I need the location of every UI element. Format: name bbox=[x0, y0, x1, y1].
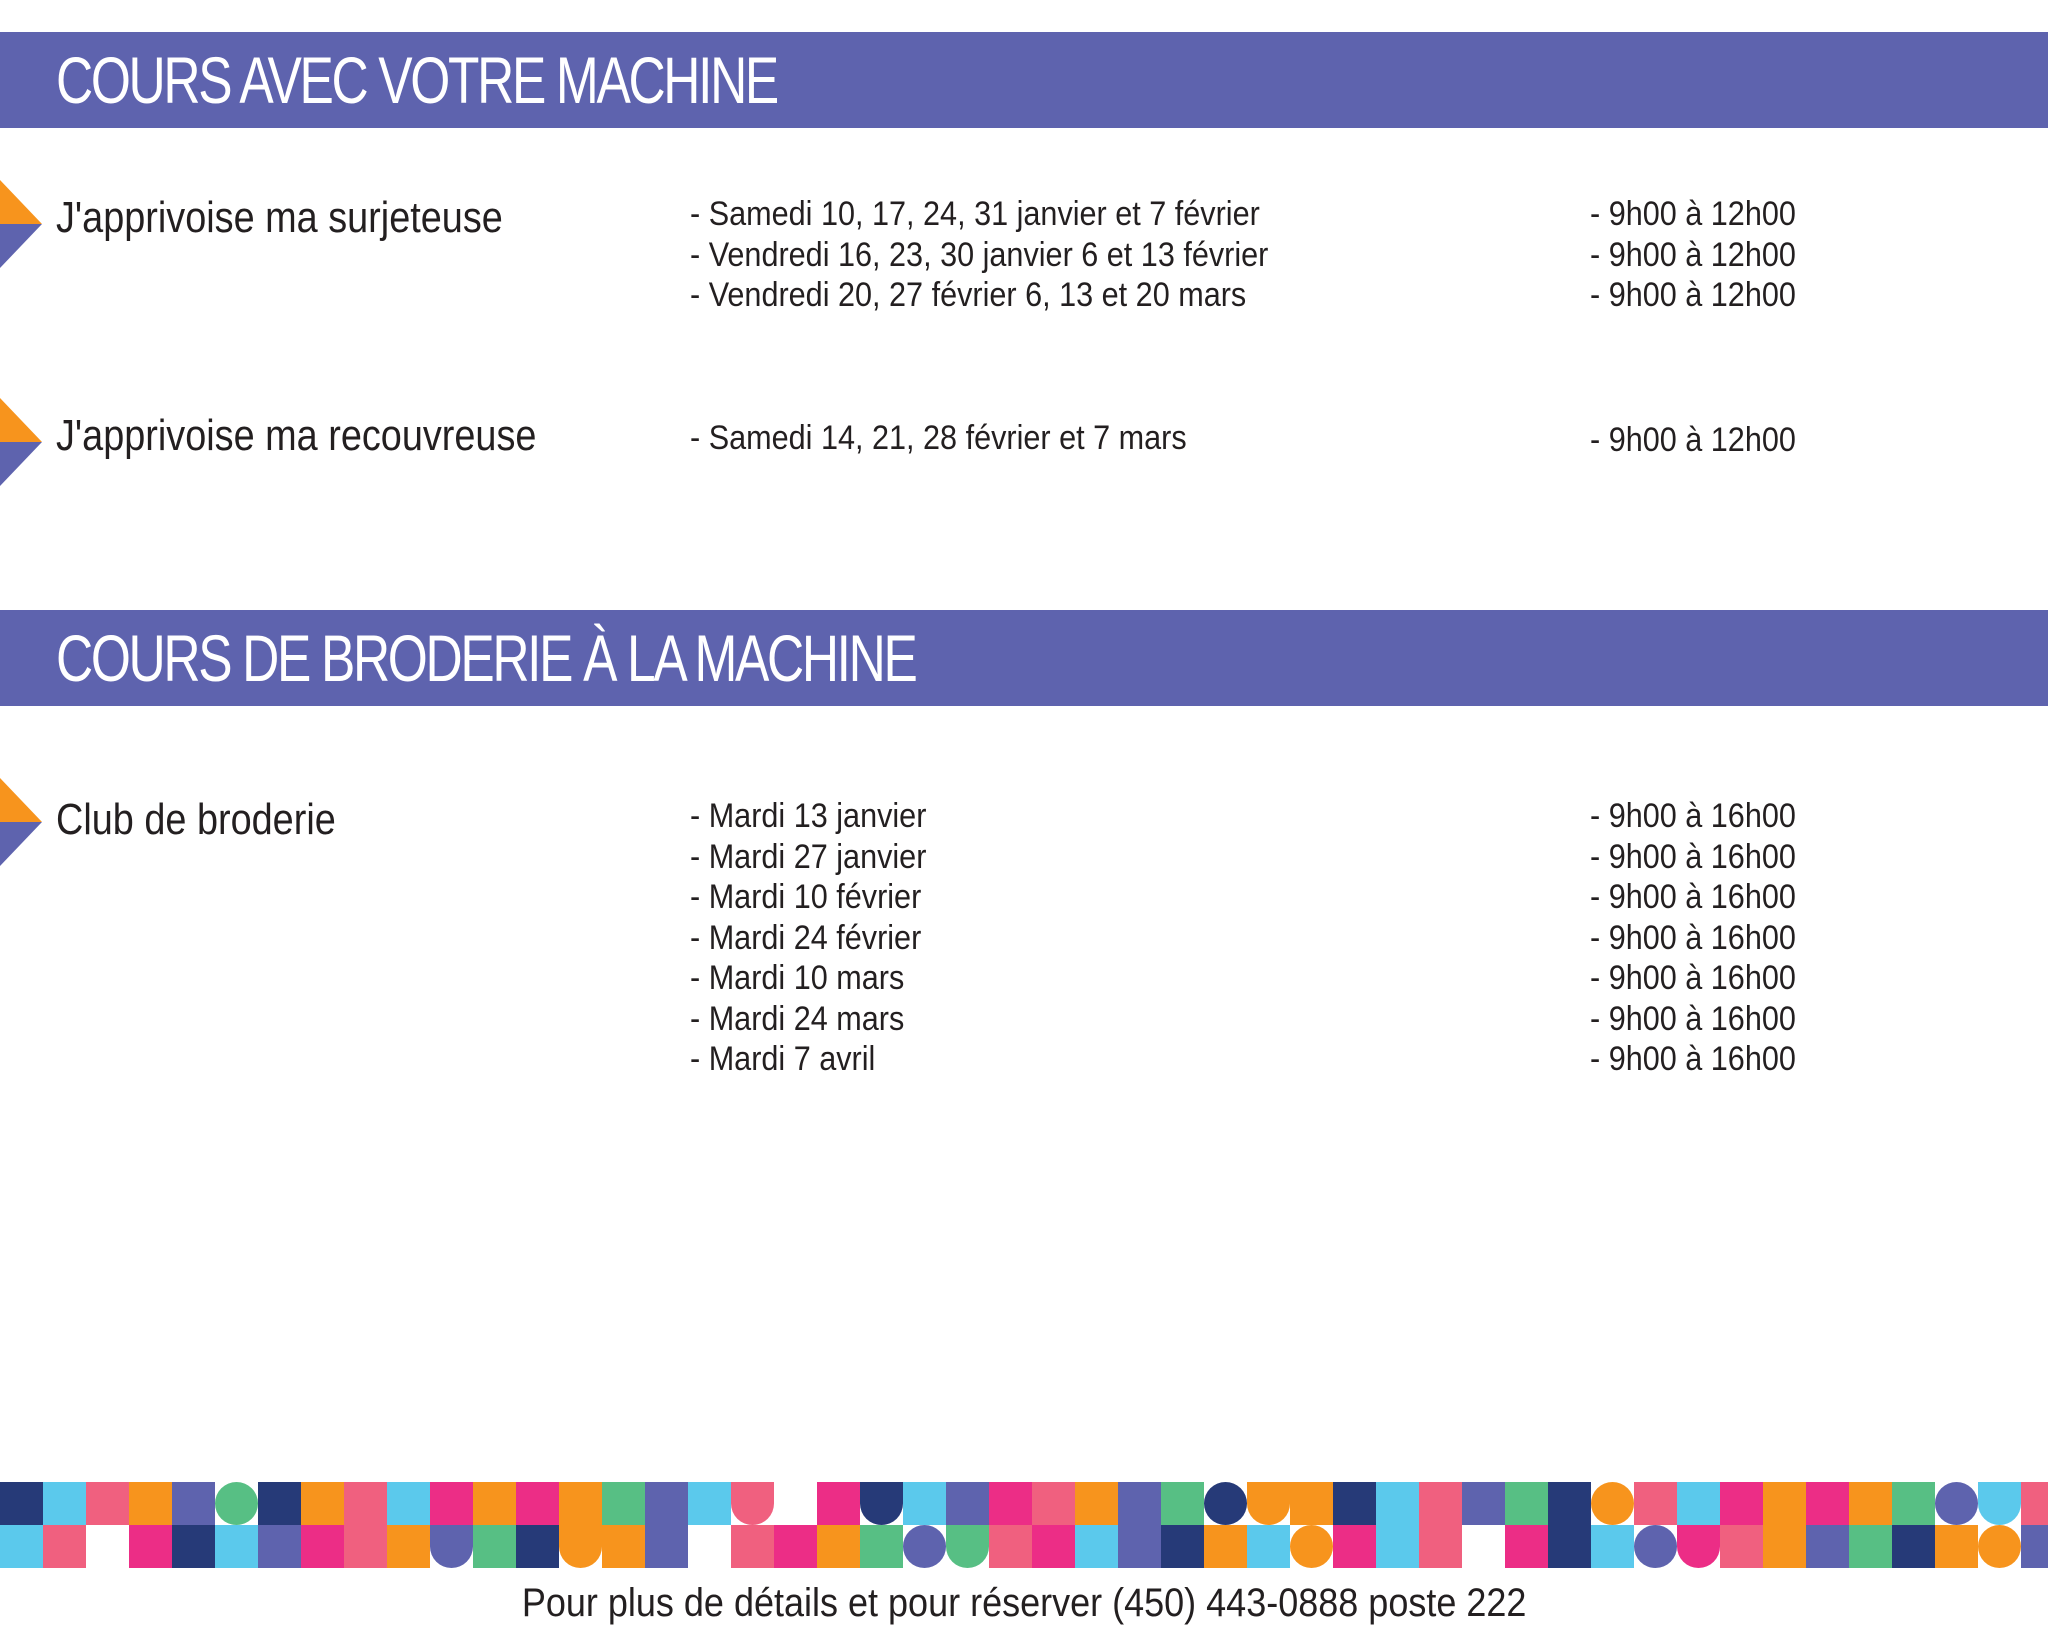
mosaic-tile bbox=[602, 1525, 645, 1568]
mosaic-tile bbox=[129, 1525, 172, 1568]
time-line: - 9h00 à 12h00 bbox=[1590, 235, 1796, 274]
mosaic-tile bbox=[860, 1482, 903, 1525]
mosaic-tile bbox=[774, 1482, 817, 1525]
mosaic-tile bbox=[1849, 1482, 1892, 1525]
time-line: - 9h00 à 12h00 bbox=[1590, 276, 1796, 314]
mosaic-tile bbox=[1290, 1525, 1333, 1568]
mosaic-tile bbox=[903, 1525, 946, 1568]
mosaic-tile bbox=[688, 1482, 731, 1525]
mosaic-tile bbox=[1075, 1525, 1118, 1568]
arrow-marker-icon bbox=[0, 180, 42, 268]
mosaic-tile bbox=[559, 1482, 602, 1525]
mosaic-tile bbox=[688, 1525, 731, 1568]
mosaic-tile bbox=[1419, 1525, 1462, 1568]
arrow-marker-icon bbox=[0, 778, 42, 866]
course-times bbox=[1590, 194, 1819, 316]
section-title: COURS DE BRODERIE À LA MACHINE bbox=[56, 621, 916, 695]
course-name: Club de broderie bbox=[56, 795, 336, 844]
mosaic-tile bbox=[1548, 1525, 1591, 1568]
mosaic-tile bbox=[1376, 1482, 1419, 1525]
course-times bbox=[1590, 796, 1819, 1080]
mosaic-tile bbox=[1075, 1482, 1118, 1525]
time-line: - 9h00 à 16h00 bbox=[1590, 837, 1796, 876]
mosaic-tile bbox=[817, 1482, 860, 1525]
course-dates bbox=[690, 418, 1242, 459]
mosaic-tile bbox=[1032, 1482, 1075, 1525]
mosaic-tile bbox=[1763, 1482, 1806, 1525]
mosaic-tile bbox=[731, 1482, 774, 1525]
mosaic-tile bbox=[1505, 1525, 1548, 1568]
mosaic-tile bbox=[1806, 1525, 1849, 1568]
mosaic-tile bbox=[0, 1525, 43, 1568]
course-times bbox=[1590, 420, 1819, 461]
mosaic-tile bbox=[1763, 1525, 1806, 1568]
mosaic-tile bbox=[1118, 1482, 1161, 1525]
mosaic-tile bbox=[215, 1525, 258, 1568]
mosaic-tile bbox=[172, 1482, 215, 1525]
mosaic-tile bbox=[516, 1525, 559, 1568]
mosaic-tile bbox=[1204, 1525, 1247, 1568]
mosaic-tile bbox=[817, 1525, 860, 1568]
mosaic-tile bbox=[215, 1482, 258, 1525]
time-line: - 9h00 à 12h00 bbox=[1590, 195, 1796, 233]
mosaic-tile bbox=[43, 1482, 86, 1525]
course-name: J'apprivoise ma surjeteuse bbox=[56, 193, 503, 242]
mosaic-tile bbox=[1333, 1482, 1376, 1525]
mosaic-tile bbox=[645, 1482, 688, 1525]
mosaic-tile bbox=[774, 1525, 817, 1568]
mosaic-tile bbox=[989, 1525, 1032, 1568]
mosaic-tile bbox=[1978, 1525, 2021, 1568]
mosaic-tile bbox=[1118, 1525, 1161, 1568]
mosaic-tile bbox=[1720, 1525, 1763, 1568]
mosaic-tile bbox=[473, 1525, 516, 1568]
mosaic-tile bbox=[344, 1525, 387, 1568]
mosaic-tile bbox=[1376, 1525, 1419, 1568]
mosaic-tile bbox=[86, 1525, 129, 1568]
date-line: - Mardi 27 janvier bbox=[690, 837, 927, 876]
mosaic-tile bbox=[1462, 1525, 1505, 1568]
date-line: - Mardi 7 avril bbox=[690, 1040, 876, 1078]
mosaic-tile bbox=[1333, 1525, 1376, 1568]
date-line: - Mardi 24 mars bbox=[690, 999, 905, 1038]
mosaic-tile bbox=[731, 1525, 774, 1568]
arrow-marker-icon bbox=[0, 398, 42, 486]
mosaic-tile bbox=[1505, 1482, 1548, 1525]
time-line: - 9h00 à 16h00 bbox=[1590, 878, 1796, 916]
mosaic-tile bbox=[946, 1482, 989, 1525]
mosaic-tile bbox=[1032, 1525, 1075, 1568]
section-title: COURS AVEC VOTRE MACHINE bbox=[56, 43, 777, 117]
mosaic-tile bbox=[1591, 1482, 1634, 1525]
mosaic-tile bbox=[1806, 1482, 1849, 1525]
date-line: - Mardi 24 février bbox=[690, 918, 922, 957]
mosaic-tile bbox=[258, 1525, 301, 1568]
mosaic-tile bbox=[602, 1482, 645, 1525]
mosaic-tile bbox=[301, 1525, 344, 1568]
time-line: - 9h00 à 16h00 bbox=[1590, 959, 1796, 997]
mosaic-tile bbox=[86, 1482, 129, 1525]
mosaic-tile bbox=[559, 1525, 602, 1568]
mosaic-tile bbox=[1204, 1482, 1247, 1525]
mosaic-tile bbox=[1290, 1482, 1333, 1525]
section-header-machine bbox=[0, 32, 2048, 128]
mosaic-tile bbox=[1677, 1525, 1720, 1568]
date-line: - Vendredi 20, 27 février 6, 13 et 20 mars bbox=[690, 276, 1247, 314]
mosaic-tile bbox=[2021, 1525, 2048, 1568]
date-line: - Vendredi 16, 23, 30 janvier 6 et 13 février bbox=[690, 235, 1269, 274]
mosaic-tile bbox=[1161, 1482, 1204, 1525]
mosaic-tile bbox=[1462, 1482, 1505, 1525]
mosaic-tile bbox=[1935, 1525, 1978, 1568]
footer-contact bbox=[0, 1578, 2048, 1628]
mosaic-tile bbox=[860, 1525, 903, 1568]
mosaic-tile bbox=[1161, 1525, 1204, 1568]
mosaic-tile bbox=[387, 1482, 430, 1525]
date-line: - Samedi 10, 17, 24, 31 janvier et 7 février bbox=[690, 195, 1260, 233]
mosaic-tile bbox=[1634, 1525, 1677, 1568]
mosaic-tile bbox=[258, 1482, 301, 1525]
mosaic-tile bbox=[946, 1525, 989, 1568]
date-line: - Samedi 14, 21, 28 février et 7 mars bbox=[690, 419, 1187, 457]
mosaic-tile bbox=[1892, 1525, 1935, 1568]
mosaic-tile bbox=[1849, 1525, 1892, 1568]
mosaic-tile bbox=[1720, 1482, 1763, 1525]
mosaic-tile bbox=[1978, 1482, 2021, 1525]
mosaic-tile bbox=[903, 1482, 946, 1525]
mosaic-tile bbox=[430, 1482, 473, 1525]
mosaic-tile bbox=[1419, 1482, 1462, 1525]
mosaic-tile bbox=[172, 1525, 215, 1568]
mosaic-tile bbox=[1935, 1482, 1978, 1525]
decorative-mosaic-pattern bbox=[0, 1482, 2048, 1568]
mosaic-tile bbox=[344, 1482, 387, 1525]
time-line: - 9h00 à 16h00 bbox=[1590, 1040, 1796, 1078]
mosaic-tile bbox=[430, 1525, 473, 1568]
date-line: - Mardi 10 février bbox=[690, 878, 922, 916]
mosaic-tile bbox=[645, 1525, 688, 1568]
mosaic-tile bbox=[1247, 1482, 1290, 1525]
mosaic-tile bbox=[989, 1482, 1032, 1525]
mosaic-tile bbox=[1548, 1482, 1591, 1525]
mosaic-tile bbox=[1677, 1482, 1720, 1525]
course-dates bbox=[690, 194, 1333, 316]
mosaic-tile bbox=[473, 1482, 516, 1525]
date-line: - Mardi 13 janvier bbox=[690, 797, 927, 835]
time-line: - 9h00 à 16h00 bbox=[1590, 797, 1796, 835]
mosaic-tile bbox=[129, 1482, 172, 1525]
section-header-broderie bbox=[0, 610, 2048, 706]
mosaic-tile bbox=[387, 1525, 430, 1568]
time-line: - 9h00 à 12h00 bbox=[1590, 421, 1796, 459]
mosaic-tile bbox=[1591, 1525, 1634, 1568]
footer-text: Pour plus de détails et pour réserver (450) 443-0888 poste 222 bbox=[521, 1581, 1527, 1625]
time-line: - 9h00 à 16h00 bbox=[1590, 918, 1796, 957]
course-dates bbox=[690, 796, 953, 1080]
mosaic-tile bbox=[0, 1482, 43, 1525]
mosaic-tile bbox=[301, 1482, 344, 1525]
mosaic-tile bbox=[1892, 1482, 1935, 1525]
time-line: - 9h00 à 16h00 bbox=[1590, 999, 1796, 1038]
mosaic-tile bbox=[43, 1525, 86, 1568]
mosaic-tile bbox=[516, 1482, 559, 1525]
course-name: J'apprivoise ma recouvreuse bbox=[56, 411, 537, 460]
mosaic-tile bbox=[1634, 1482, 1677, 1525]
mosaic-tile bbox=[2021, 1482, 2048, 1525]
date-line: - Mardi 10 mars bbox=[690, 959, 905, 997]
mosaic-tile bbox=[1247, 1525, 1290, 1568]
